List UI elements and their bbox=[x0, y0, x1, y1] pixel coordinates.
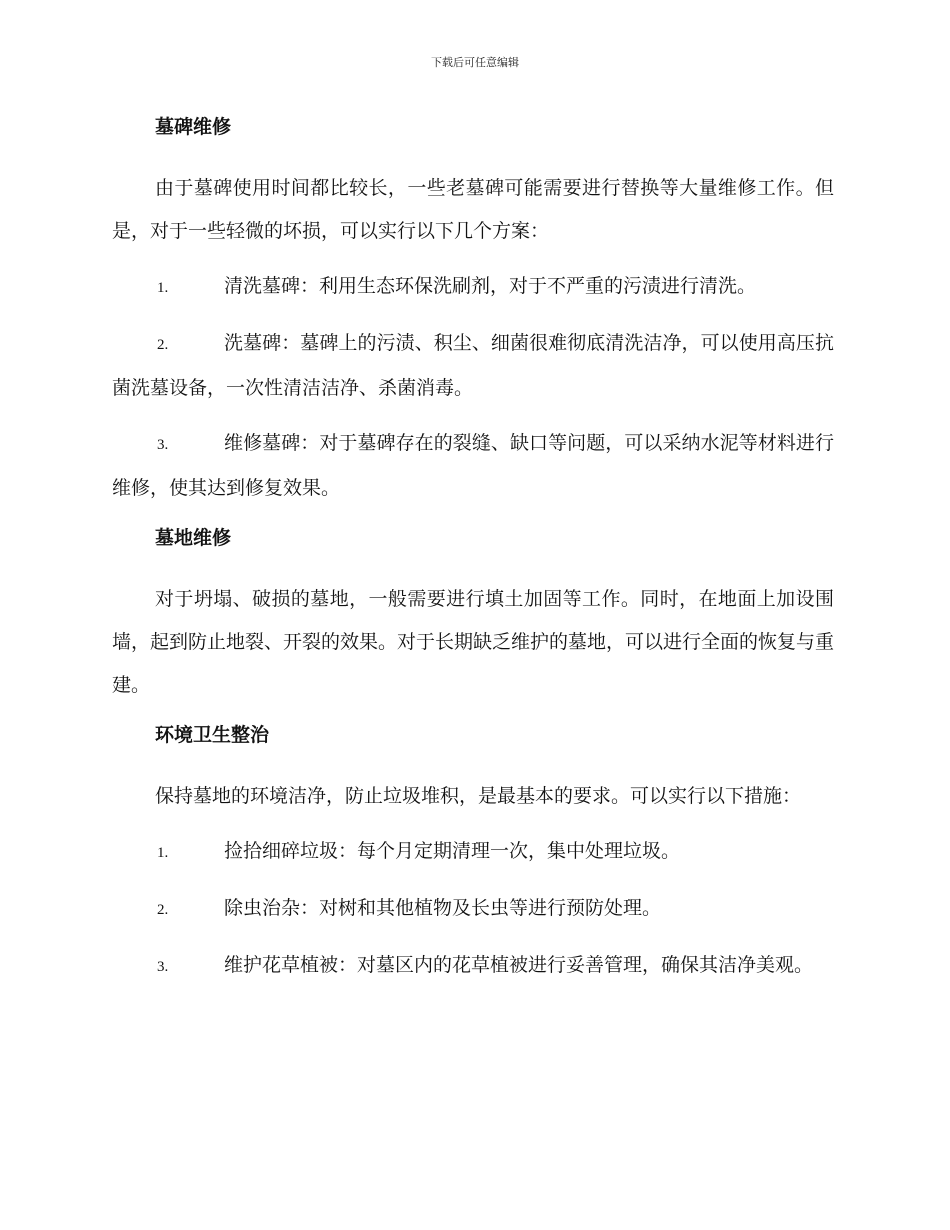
list-number: 3. bbox=[157, 959, 169, 975]
section-intro-sanitation: 保持墓地的环境洁净，防止垃圾堆积，是最基本的要求。可以实行以下措施： bbox=[155, 785, 802, 807]
list-text: 清洗墓碑：利用生态环保洗刷剂，对于不严重的污渍进行清洗。 bbox=[224, 275, 757, 297]
list-item bbox=[112, 887, 834, 932]
list-item bbox=[112, 422, 834, 510]
section-intro-cemetery: 对于坍塌、破损的墓地，一般需要进行填土加固等工作。同时，在地面上加设围墙，起到防止地裂、开裂的效果。对于长期缺乏维护的墓地，可以进行全面的恢复与重建。 bbox=[112, 588, 835, 696]
section-heading-tombstone: 墓碑维修 bbox=[155, 116, 232, 138]
list-number: 1. bbox=[157, 280, 169, 296]
list-item bbox=[112, 322, 834, 410]
list-text: 维护花草植被：对墓区内的花草植被进行妥善管理，确保其洁净美观。 bbox=[224, 954, 814, 976]
list-text: 洗墓碑：墓碑上的污渍、积尘、细菌很难彻底清洗洁净，可以使用高压抗菌洗墓设备，一次性清洁洁净、杀菌消毒。 bbox=[112, 332, 834, 399]
list-number: 1. bbox=[157, 845, 169, 861]
section-heading-sanitation: 环境卫生整治 bbox=[155, 724, 270, 746]
list-text: 捡拾细碎垃圾：每个月定期清理一次，集中处理垃圾。 bbox=[224, 840, 681, 862]
list-number: 2. bbox=[157, 902, 169, 918]
list-number: 3. bbox=[157, 437, 169, 453]
list-number: 2. bbox=[157, 337, 169, 353]
list-item bbox=[112, 830, 834, 875]
list-text: 维修墓碑：对于墓碑存在的裂缝、缺口等问题，可以采纳水泥等材料进行维修，使其达到修复效果。 bbox=[112, 432, 834, 499]
section-heading-cemetery: 墓地维修 bbox=[155, 527, 232, 549]
header-note: 下载后可任意编辑 bbox=[431, 56, 519, 69]
list-text: 除虫治杂：对树和其他植物及长虫等进行预防处理。 bbox=[224, 897, 662, 919]
list-item bbox=[112, 265, 834, 310]
section-intro-tombstone: 由于墓碑使用时间都比较长，一些老墓碑可能需要进行替换等大量维修工作。但是，对于一些轻微的坏损，可以实行以下几个方案： bbox=[112, 177, 834, 242]
document-body bbox=[112, 111, 834, 1001]
list-item bbox=[112, 944, 834, 989]
